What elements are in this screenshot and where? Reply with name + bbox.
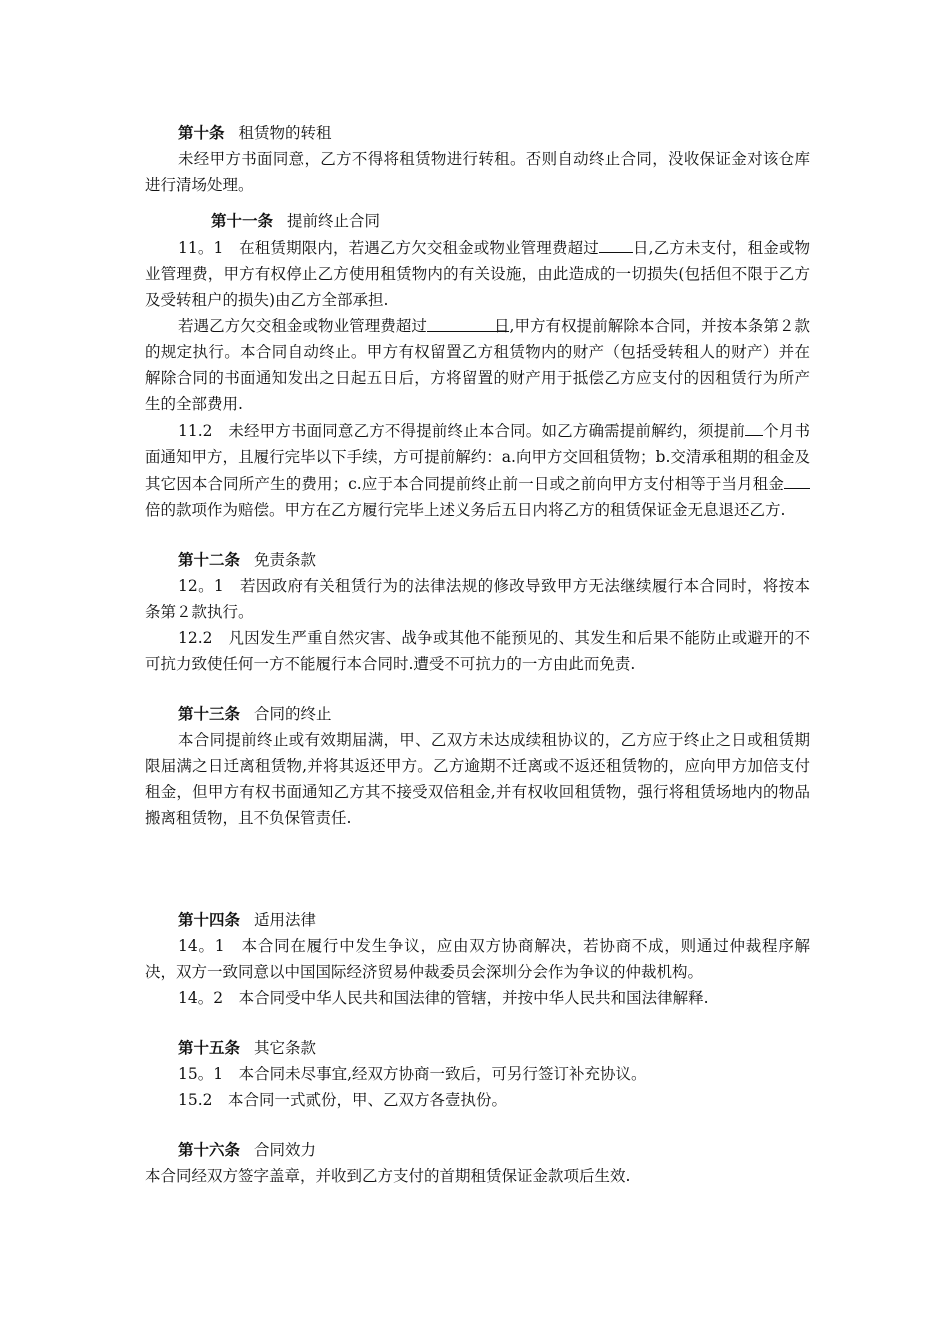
section-10-name: 租赁物的转租 bbox=[238, 124, 332, 142]
section-15 bbox=[145, 1035, 810, 1113]
section-15-para-1: 15。1 本合同未尽事宜,经双方协商一致后，可另行签订补充协议。 bbox=[178, 1065, 647, 1083]
section-11-para-3-b: 个月书面通知甲方，且履行完毕以下手续，方可提前解约：a.向甲方交回租赁物；b.交清承租期的租金及其它因本合同所产生的费用；c.应于本合同提前终止前一日或之前向甲方支付相等于当月租金 bbox=[145, 422, 810, 493]
section-13-label: 第十三条 bbox=[178, 704, 241, 723]
section-11-para-2-a: 若遇乙方欠交租金或物业管理费超过 bbox=[178, 317, 427, 335]
section-14-name: 适用法律 bbox=[254, 911, 317, 929]
contract-page bbox=[145, 120, 810, 1189]
section-12 bbox=[145, 547, 810, 677]
section-13-name: 合同的终止 bbox=[254, 705, 332, 723]
section-16-title bbox=[145, 1137, 810, 1163]
days-blank-1 bbox=[599, 234, 633, 253]
section-16-name: 合同效力 bbox=[254, 1141, 317, 1159]
section-12-para-2: 12.2 凡因发生严重自然灾害、战争或其他不能预见的、其发生和后果不能防止或避开的不可抗力致使任何一方不能履行本合同时.遭受不可抗力的一方由此而免责. bbox=[145, 629, 810, 673]
section-14-para-1: 14。1 本合同在履行中发生争议，应由双方协商解决，若协商不成，则通过仲裁程序解决，双方一致同意以中国国际经济贸易仲裁委员会深圳分会作为争议的仲裁机构。 bbox=[145, 937, 810, 981]
section-13 bbox=[145, 701, 810, 831]
days-blank-2: 日 bbox=[427, 313, 510, 332]
section-15-para-2: 15.2 本合同一式贰份，甲、乙双方各壹执份。 bbox=[178, 1091, 508, 1109]
section-14 bbox=[145, 907, 810, 1011]
section-11-para-1 bbox=[145, 234, 810, 313]
section-16-label: 第十六条 bbox=[178, 1140, 241, 1159]
section-13-title bbox=[145, 701, 810, 727]
section-11-para-3-a: 11.2 未经甲方书面同意乙方不得提前终止本合同。如乙方确需提前解约，须提前 bbox=[178, 422, 746, 440]
section-12-name: 免责条款 bbox=[254, 551, 317, 569]
section-11-para-1-b: 日,乙方未支付，租金或物业管理费，甲方有权停止乙方使用租赁物内的有关设施，由此造成的一切损失(包括但不限于乙方及受转租户的损失)由乙方全部承担. bbox=[145, 239, 810, 309]
months-blank bbox=[745, 417, 763, 436]
section-11-name: 提前终止合同 bbox=[287, 212, 381, 230]
section-15-title bbox=[145, 1035, 810, 1061]
section-15-name: 其它条款 bbox=[254, 1039, 317, 1057]
section-12-title bbox=[145, 547, 810, 573]
section-11-para-3 bbox=[145, 417, 810, 523]
section-10-title bbox=[145, 120, 810, 146]
section-13-para-1: 本合同提前终止或有效期届满，甲、乙双方未达成续租协议的，乙方应于终止之日或租赁期限届满之日迁离租赁物,并将其返还甲方。乙方逾期不迁离或不返还租赁物的，应向甲方加倍支付租金，但甲方有权书面通知乙方其不接受双倍租金,并有权收回租赁物，强行将租赁场地内的物品搬离租赁物，且不负保管责任. bbox=[145, 731, 810, 827]
section-10 bbox=[145, 120, 810, 198]
section-11 bbox=[145, 208, 810, 523]
section-12-para-1: 12。1 若因政府有关租赁行为的法律法规的修改导致甲方无法继续履行本合同时，将按本条第２款执行。 bbox=[145, 577, 810, 621]
section-14-para-2: 14。2 本合同受中华人民共和国法律的管辖，并按中华人民共和国法律解释. bbox=[178, 989, 709, 1007]
multiple-blank bbox=[784, 470, 810, 489]
section-11-para-3-c: 倍的款项作为赔偿。甲方在乙方履行完毕上述义务后五日内将乙方的租赁保证金无息退还乙方. bbox=[145, 501, 786, 519]
section-12-label: 第十二条 bbox=[178, 550, 241, 569]
section-11-para-1-a: 11。1 在租赁期限内，若遇乙方欠交租金或物业管理费超过 bbox=[178, 239, 599, 257]
section-10-para-1: 未经甲方书面同意，乙方不得将租赁物进行转租。否则自动终止合同，没收保证金对该仓库进行清场处理。 bbox=[145, 150, 810, 194]
section-11-label: 第十一条 bbox=[211, 211, 274, 230]
section-10-label: 第十条 bbox=[178, 123, 225, 142]
section-15-label: 第十五条 bbox=[178, 1038, 241, 1057]
section-14-title bbox=[145, 907, 810, 933]
section-16 bbox=[145, 1137, 810, 1189]
section-16-para-1: 本合同经双方签字盖章，并收到乙方支付的首期租赁保证金款项后生效. bbox=[145, 1167, 631, 1185]
section-11-para-2-b: ,甲方有权提前解除本合同，并按本条第２款的规定执行。本合同自动终止。甲方有权留置乙方租赁物内的财产（包括受转租人的财产）并在解除合同的书面通知发出之日起五日后，方将留置的财产用于抵偿乙方应支付的因租赁行为所产生的全部费用. bbox=[145, 317, 810, 413]
section-11-para-2 bbox=[145, 313, 810, 417]
section-11-title bbox=[145, 208, 810, 234]
section-14-label: 第十四条 bbox=[178, 910, 241, 929]
